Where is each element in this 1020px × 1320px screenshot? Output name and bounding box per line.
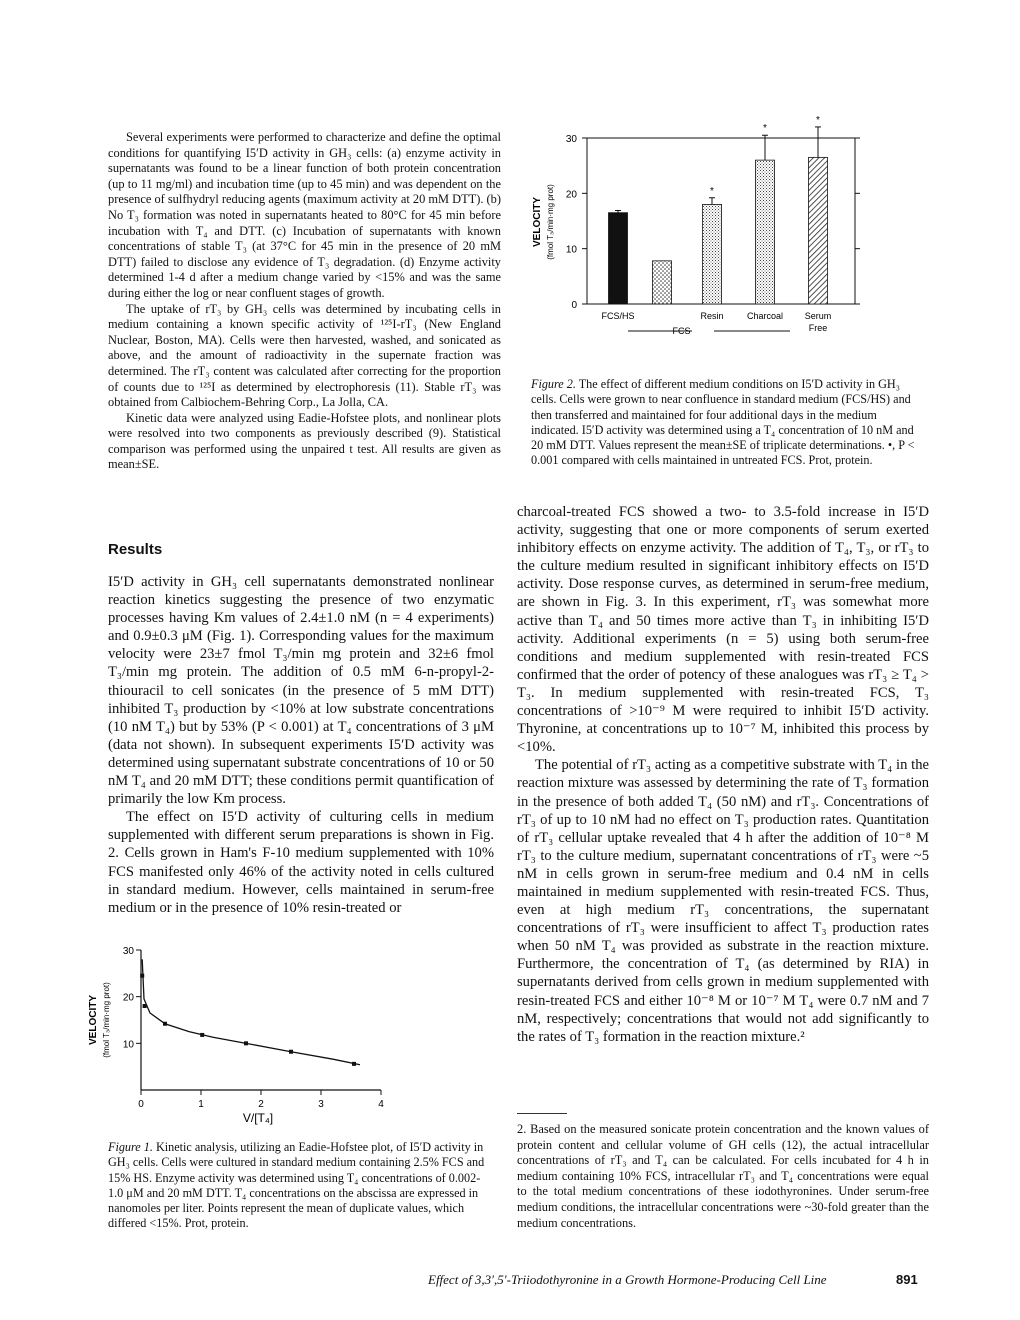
group-label: FCS bbox=[672, 326, 691, 336]
x-tick-label: 0 bbox=[138, 1099, 144, 1110]
category-label: Serum bbox=[804, 311, 832, 321]
data-point bbox=[163, 1022, 167, 1026]
category-label: Free bbox=[808, 323, 828, 333]
category-label: FCS/HS bbox=[601, 311, 635, 321]
figure2-caption-label: Figure 2. bbox=[531, 377, 576, 391]
y-axis-units: (fmol T₃/min·mg prot) bbox=[102, 982, 111, 1058]
x-tick-label: 4 bbox=[378, 1099, 384, 1110]
methods-paragraph: The uptake of rT₃ by GH₃ cells was determined by incubating cells in medium containing a known specific activity of ¹²⁵I-rT₃ (New England Nuclear, Boston, MA). Cells were then harvested, washed, and sonicated as above, and the amount of radioactivity in the supernate fraction was determined. The rT₃ content was calculated after correcting for the proportion of counts due to ¹²⁵I as determined by electrophoresis (11). Stable rT₃ was obtained from Calbiochem-Behring Corp., La Jolla, CA. bbox=[108, 301, 501, 410]
y-tick-label: 20 bbox=[122, 992, 134, 1004]
results-paragraph: I5′D activity in GH₃ cell supernatants demonstrated nonlinear reaction kinetics suggesting the presence of two enzymatic processes having Km values of 2.4±1.0 nM (n = 4 experiments) and 0.9±0.3 μM (Fig. 1). Corresponding values for the maximum velocity were 23±7 fmol T₃/min mg protein and 32±6 fmol T₃/min mg protein. The addition of 0.5 mM 6-n-propyl-2-thiouracil to cell sonicates (in the presence of 5 mM DTT) inhibited T₃ production by <10% at low substrate concentrations (10 nM T₄) but by 53% (P < 0.001) at T₄ concentrations of 3 μM (data not shown). In subsequent experiments I5′D activity was determined using supernatant substrate concentrations of 10 or 50 nM T₄ and 20 mM DTT; these conditions permit quantification of primarily the low Km process. bbox=[108, 574, 494, 808]
figure2-chart bbox=[520, 114, 875, 368]
figure1-caption-label: Figure 1. bbox=[108, 1140, 153, 1154]
y-tick-label: 20 bbox=[565, 189, 577, 201]
methods-paragraph: Kinetic data were analyzed using Eadie-Hofstee plots, and nonlinear plots were resolved into two components as previously described (9). Statistical comparison was performed using the unpaired t test. All results are given as mean±SE. bbox=[108, 410, 501, 472]
y-tick-label: 0 bbox=[571, 300, 577, 311]
results-heading: Results bbox=[108, 541, 163, 558]
figure2-caption bbox=[531, 377, 921, 469]
y-tick-label: 30 bbox=[565, 134, 577, 145]
y-tick-label: 30 bbox=[122, 946, 134, 957]
significance-marker: * bbox=[816, 114, 820, 126]
running-title: Effect of 3,3′,5′-Triiodothyronine in a Growth Hormone-Producing Cell Line bbox=[428, 1272, 827, 1287]
results-text bbox=[108, 573, 494, 917]
footnote bbox=[517, 1122, 929, 1231]
methods-text bbox=[108, 130, 501, 473]
methods-paragraph: Several experiments were performed to characterize and define the optimal conditions for quantifying I5′D activity in GH₃ cells: (a) enzyme activity in supernatants was found to be a linear function of both protein concentration (up to 11 mg/ml) and incubation time (up to 45 min) and was dependent on the presence of sulfhydryl reducing agents (maximum activity at 20 mM DTT). (b) No T₃ formation was noted in supernatants heated to 80°C for 45 min before incubation with T₄ and DTT. (c) Incubation of supernatants with known concentrations of stable T₃ (at 37°C for 45 min in the presence of 20 mM DTT) failed to disclose any evidence of T₃ degradation. (d) Enzyme activity determined 1-4 d after a medium change varied by <15% and was the same during either the log or near confluent stages of growth. bbox=[108, 130, 501, 300]
data-point bbox=[352, 1062, 356, 1066]
bar bbox=[756, 160, 775, 304]
data-point bbox=[200, 1033, 204, 1037]
x-tick-label: 1 bbox=[198, 1099, 204, 1110]
y-axis-label: VELOCITY bbox=[88, 994, 99, 1046]
results-paragraph: The effect on I5′D activity of culturing cells in medium supplemented with different serum preparations is shown in Fig. 2. Cells grown in Ham's F-10 medium supplemented with 10% FCS manifested only 46% of the activity noted in cells cultured in standard medium. However, cells maintained in serum-free medium or in the presence of 10% resin-treated or bbox=[108, 809, 494, 916]
right-column-text bbox=[517, 503, 929, 1046]
category-label: Charcoal bbox=[746, 311, 784, 321]
data-point bbox=[140, 974, 144, 978]
category-label: Resin bbox=[700, 311, 724, 321]
data-point bbox=[289, 1050, 293, 1054]
bar bbox=[703, 204, 722, 304]
bar bbox=[653, 261, 672, 304]
footnote-text: 2. Based on the measured sonicate protein concentration and the known values of protein content and cellular volume of GH cells (12), the actual intracellular concentrations of rT₃ and T₄ can be calculated. For cells incubated for 4 h in medium containing 10% FCS, intracellular rT₃ and T₄ concentrations were equal to the total medium concentrations of these iodothyronines. Under serum-free medium conditions, the intracellular concentrations were ~30-fold greater than the medium concentrations. bbox=[517, 1122, 929, 1230]
data-point bbox=[143, 1004, 147, 1008]
x-tick-label: 2 bbox=[258, 1099, 264, 1110]
y-axis-units: (fmol T₃/min·mg prot) bbox=[546, 184, 555, 260]
bar bbox=[809, 157, 828, 304]
y-tick-label: 10 bbox=[122, 1039, 134, 1051]
figure1-caption-text: Kinetic analysis, utilizing an Eadie-Hofstee plot, of I5′D activity in GH₃ cells. Cells were cultured in standard medium containing 2.5% FCS and 15% HS. Enzyme activity was determined using T₄ concentrations of 0.002-1.0 μM and 20 mM DTT. T₄ concentrations on the abscissa are expressed in nanomoles per liter. Points represent the mean of duplicate values, which differed <15%. Prot, protein. bbox=[108, 1140, 485, 1231]
page-number: 891 bbox=[896, 1272, 918, 1287]
significance-marker: * bbox=[763, 123, 767, 135]
figure2-caption-text: The effect of different medium conditions on I5′D activity in GH₃ cells. Cells were grown to near confluence in standard medium (FCS/HS) and then transferred and maintained for four additional days in the medium indicated. I5′D activity was determined using a T₄ concentration of 10 nM and 20 mM DTT. Values represent the mean±SE of triplicate determinations. •, P < 0.001 compared with cells maintained in untreated FCS. Prot, protein. bbox=[531, 377, 915, 468]
figure1-chart bbox=[80, 940, 390, 1140]
body-paragraph: The potential of rT₃ acting as a competitive substrate with T₄ in the reaction mixture was assessed by determining the rate of T₃ formation in the presence of both added T₄ (50 nM) and rT₃. Concentrations of rT₃ of up to 10 nM had no effect on T₃ production rates. Quantitation of rT₃ cellular uptake revealed that 4 h after the addition of 10⁻⁸ M rT₃ to the culture medium, supernatant concentrations of rT₃ were ~5 nM in cells grown in serum-free medium and 0.4 nM in cells maintained in medium supplemented with resin-treated FCS. Thus, even at high medium rT₃ concentrations, the supernatant concentrations of rT₃ were insufficient to affect T₃ production rates when 50 nM T₄ was provided as substrate in the reaction mixture. Furthermore, the concentration of T₄ (as determined by RIA) in supernatants derived from cells grown in medium supplemented with resin-treated FCS and either 10⁻⁸ M or 10⁻⁷ M T₄ were 0.7 nM and 7 nM, respectively; concentrations that would not add significantly to the rates of T₃ formation in the reaction mixture.² bbox=[517, 757, 929, 1045]
data-point bbox=[244, 1041, 248, 1045]
bar bbox=[609, 213, 628, 304]
significance-marker: * bbox=[710, 185, 714, 197]
fit-curve bbox=[142, 959, 360, 1064]
body-paragraph: charcoal-treated FCS showed a two- to 3.5-fold increase in I5′D activity, suggesting that one or more components of serum exerted inhibitory effects on enzyme activity. The addition of T₄, T₃, or rT₃ to the culture medium resulted in significant inhibitory effects on I5′D activity. Dose response curves, as determined in serum-free medium, are shown in Fig. 3. In this experiment, rT₃ was somewhat more active than T₄ and 50 times more active than T₃ in inhibiting I5′D activity. Additional experiments (n = 5) using both serum-free conditions and medium supplemented with resin-treated FCS confirmed that the order of potency of these analogues was rT₃ ≥ T₄ > T₃. In medium supplemented with resin-treated FCS, T₃ concentrations of >10⁻⁹ M were required to inhibit I5′D activity. Thyronine, at concentrations up to 10⁻⁷ M, inhibited this process by <10%. bbox=[517, 504, 929, 756]
footnote-rule bbox=[517, 1113, 567, 1114]
figure1-caption bbox=[108, 1140, 494, 1232]
x-axis-label: V/[T₄] bbox=[242, 1111, 274, 1125]
y-tick-label: 10 bbox=[565, 244, 577, 256]
y-axis-label: VELOCITY bbox=[532, 196, 543, 248]
x-tick-label: 3 bbox=[318, 1099, 324, 1110]
